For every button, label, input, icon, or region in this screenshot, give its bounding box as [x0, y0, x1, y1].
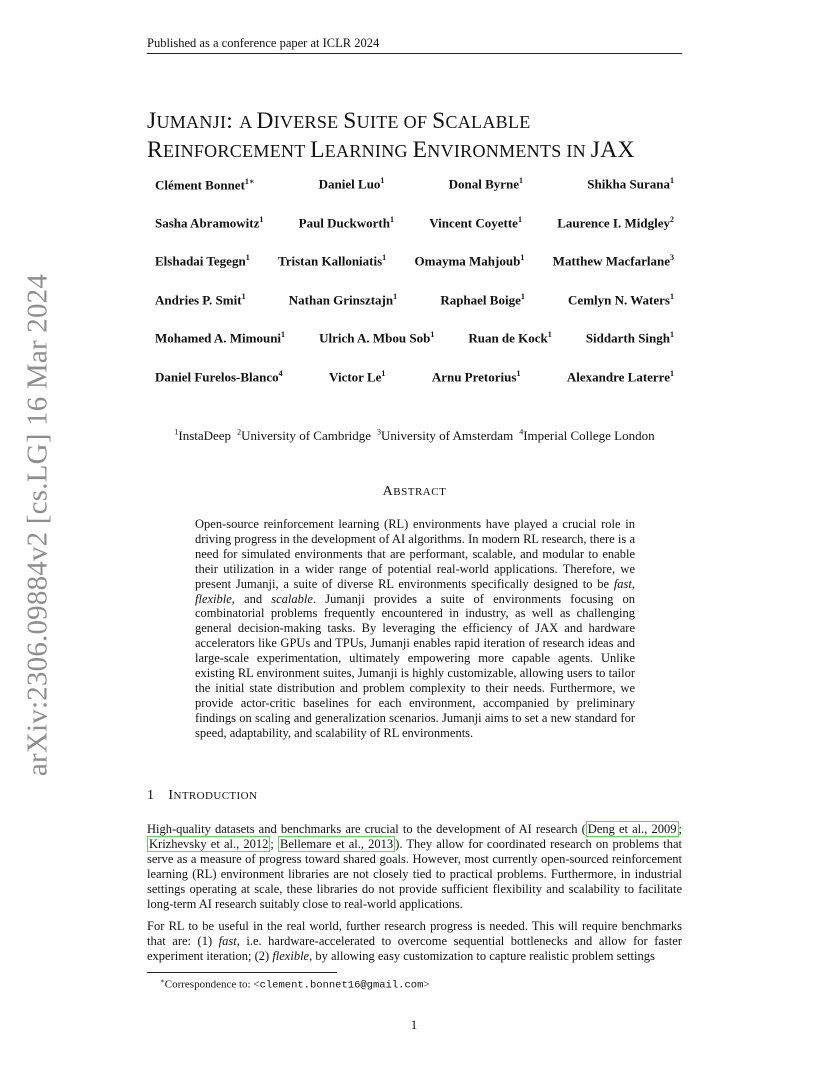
intro-paragraph-1	[147, 822, 682, 911]
title-segment: E	[412, 137, 428, 163]
author-affiliation-marker: 1	[547, 330, 552, 339]
author-name-text: Daniel Furelos-Blanco	[155, 368, 279, 384]
author-affiliation-marker: 1	[382, 253, 387, 262]
author-name	[449, 176, 523, 215]
author-affiliation-marker: 1	[670, 330, 674, 339]
author-name	[440, 292, 525, 331]
body-text: , by allowing easy customization to capture realistic problem settings	[309, 948, 655, 963]
author-name	[155, 292, 246, 331]
section-heading-introduction: 1 INTRODUCTION	[147, 788, 258, 803]
title-segment: NVIRONMENTS IN	[427, 141, 591, 161]
intro-paragraph-2	[147, 919, 682, 964]
author-affiliation-marker: 1	[670, 368, 674, 378]
body-text: For RL to be useful in the real world, further research progress is needed. This will require benchmarks that are: (1)	[147, 919, 682, 948]
author-name	[319, 176, 385, 215]
emphasis-text: flexible	[195, 591, 232, 606]
author-name-text: Ruan de Kock	[468, 330, 548, 346]
author-name-text: Siddarth Singh	[585, 330, 670, 346]
author-name	[155, 330, 285, 369]
title-segment: L	[310, 137, 325, 163]
author-name	[468, 330, 551, 369]
author-name	[289, 292, 397, 331]
author-name-text: Paul Duckworth	[298, 214, 390, 230]
author-affiliation-marker: 1	[245, 253, 250, 262]
page-number: 1	[410, 1017, 418, 1032]
title-segment: UMANJI	[156, 112, 227, 132]
header-rule	[147, 53, 682, 54]
author-row	[147, 215, 682, 254]
author-affiliation-marker: 2	[669, 214, 674, 224]
author-name-text: Vincent Coyette	[429, 214, 518, 230]
title-segment: IVERSE	[273, 112, 344, 132]
title-segment: S	[432, 108, 446, 134]
citation-link[interactable]: Deng et al., 2009	[587, 822, 677, 836]
body-text: Open-source reinforcement learning (RL) environments have played a crucial role in driving progress in the development of AI algorithms. In modern RL research, there is a need for simulated environments that are performant, scalable, and modular to enable their utilization in a wider range of potential real-world applications. Therefore, we present Jumanji, a suite of diverse RL environments specifically designed to be	[195, 517, 635, 591]
author-affiliation-marker: 1	[380, 176, 385, 185]
author-name-text: Alexandre Laterre	[566, 368, 670, 384]
body-text: , i.e. hardware-accelerated to overcome sequential bottlenecks and allow for faster experiment iteration; (2)	[147, 933, 682, 963]
author-name	[299, 215, 394, 254]
author-name	[155, 369, 283, 408]
author-affiliation-marker: 1∗	[244, 177, 255, 186]
title-segment: EINFORCEMENT	[162, 141, 311, 161]
affiliations	[147, 428, 682, 444]
author-name	[329, 369, 385, 408]
author-affiliation-marker: 4	[278, 368, 283, 378]
author-row	[147, 292, 682, 331]
citation-link[interactable]: Bellemare et al., 2013	[280, 836, 394, 851]
body-text: ,	[631, 576, 635, 591]
author-name-text: Matthew Macfarlane	[552, 253, 670, 269]
title-segment: J	[147, 108, 157, 134]
title-segment: JAX	[590, 137, 635, 163]
running-header: Published as a conference paper at ICLR 2024	[147, 36, 380, 50]
author-name	[568, 292, 674, 331]
author-name	[415, 253, 525, 292]
author-name	[155, 253, 250, 292]
body-text: ;	[270, 836, 279, 851]
author-affiliation-marker: 1	[519, 176, 524, 185]
affiliation-item: $^1$InstaDeep	[174, 428, 232, 444]
emphasis-text: flexible	[272, 948, 310, 963]
author-name	[432, 369, 521, 408]
author-name-text: Victor Le	[329, 368, 382, 384]
author-name-text: Ulrich A. Mbou Sob	[319, 330, 431, 346]
abstract-body	[195, 517, 635, 741]
title-segment: A	[239, 112, 257, 132]
author-affiliation-marker: 1	[520, 291, 525, 301]
author-affiliation-marker: 1	[241, 291, 246, 301]
emphasis-text: fast	[613, 576, 632, 591]
author-affiliation-marker: 1	[520, 253, 525, 262]
title-segment: UITE OF	[356, 112, 433, 132]
citation-link[interactable]: Krizhevsky et al., 2012	[149, 836, 269, 851]
author-name-text: Omayma Mahjoub	[414, 253, 521, 269]
paper-title	[147, 107, 707, 165]
author-row	[147, 369, 682, 408]
author-name-text: Sasha Abramowitz	[155, 214, 260, 230]
author-name	[586, 330, 674, 369]
author-affiliation-marker: 1	[281, 330, 286, 339]
author-name	[587, 176, 674, 215]
footnote-email-link[interactable]: clement.bonnet16@gmail.com	[259, 979, 424, 992]
author-name	[557, 215, 674, 254]
author-name-text: Daniel Luo	[318, 176, 381, 192]
arxiv-stamp	[8, 273, 68, 777]
affiliation-item: $^2$University of Cambridge	[237, 428, 372, 444]
author-affiliation-marker: 1	[516, 368, 521, 378]
affiliation-item: $^3$University of Amsterdam	[377, 428, 514, 444]
author-name-text: Cemlyn N. Waters	[568, 291, 670, 307]
author-name	[319, 330, 434, 369]
title-line-2	[147, 136, 707, 165]
author-affiliation-marker: 1	[381, 368, 386, 378]
author-row	[147, 253, 682, 292]
author-row	[147, 176, 682, 215]
body-text: ;	[678, 822, 682, 836]
author-name	[567, 369, 674, 408]
section-number: 1	[147, 788, 155, 803]
affiliation-item: $^4$Imperial College London	[519, 428, 655, 444]
abstract-heading: ABSTRACT	[382, 484, 447, 499]
emphasis-text: fast	[218, 933, 237, 948]
author-affiliation-marker: 1	[393, 291, 398, 301]
author-name-text: Elshadai Tegegn	[155, 253, 246, 269]
title-segment: R	[147, 137, 163, 163]
author-row	[147, 330, 682, 369]
title-line-1	[147, 107, 707, 136]
author-name-text: Andries P. Smit	[155, 291, 242, 307]
footnote-rule	[147, 972, 337, 973]
arxiv-stamp-text: arXiv:2306.09884v2 [cs.LG] 16 Mar 2024	[21, 273, 54, 777]
title-segment: EARNING	[324, 141, 413, 161]
author-name-text: Nathan Grinsztajn	[288, 291, 394, 307]
author-name-text: Raphael Boige	[440, 291, 521, 307]
author-name	[155, 215, 263, 254]
author-affiliation-marker: 1	[670, 291, 674, 301]
title-segment: S	[343, 108, 357, 134]
title-segment: CALABLE	[445, 112, 531, 132]
author-affiliation-marker: 3	[670, 253, 674, 262]
author-name-text: Arnu Pretorius	[431, 368, 517, 384]
body-text: ). They allow for coordinated research on problems that serve as a measure of progress toward shared goals. However, most currently open-sourced reinforcement learning (RL) environment libraries are not closely tied to practical problems. Furthermore, in industrial settings operating at scale, these libraries do not provide sufficient flexibility and scalability to facilitate long-term AI research suitably close to real-world applications.	[147, 836, 682, 911]
emphasis-text: scalable	[271, 591, 313, 606]
author-name-text: Donal Byrne	[448, 176, 520, 192]
author-name-text: Mohamed A. Mimouni	[155, 330, 282, 346]
author-name	[553, 253, 674, 292]
author-list	[147, 176, 682, 407]
body-text: , and	[231, 591, 272, 606]
author-affiliation-marker: 1	[430, 330, 435, 339]
author-name-text: Clément Bonnet	[155, 177, 245, 193]
author-name	[278, 253, 386, 292]
author-name	[155, 176, 254, 215]
author-affiliation-marker: 1	[517, 214, 522, 224]
author-affiliation-marker: 1	[390, 214, 394, 224]
author-name-text: Shikha Surana	[587, 176, 670, 192]
title-segment: :	[226, 108, 240, 134]
author-name	[429, 215, 522, 254]
author-affiliation-marker: 1	[259, 214, 264, 224]
body-text: High-quality datasets and benchmarks are crucial to the development of AI research (	[147, 822, 586, 836]
footnote: ∗Correspondence to: <clement.bonnet16@gmail.com>	[160, 977, 430, 992]
author-name-text: Tristan Kalloniatis	[278, 253, 383, 269]
body-text: . Jumanji provides a suite of environments focusing on combinatorial problems frequently encountered in industry, as well as challenging general decision-making tasks. By leveraging the efficiency of JAX and hardware accelerators like GPUs and TPUs, Jumanji enables rapid iteration of research ideas and large-scale experimentation, ultimately empowering more capable agents. Unlike existing RL environment suites, Jumanji is highly customizable, allowing users to tailor the initial state distribution and problem complexity to their needs. Furthermore, we provide actor-critic baselines for each environment, accompanied by preliminary findings on scaling and generalization scenarios. Jumanji aims to set a new standard for speed, adaptability, and scalability of RL environments.	[195, 591, 635, 740]
author-affiliation-marker: 1	[670, 176, 674, 185]
title-segment: D	[256, 108, 274, 134]
author-name-text: Laurence I. Midgley	[557, 214, 670, 230]
